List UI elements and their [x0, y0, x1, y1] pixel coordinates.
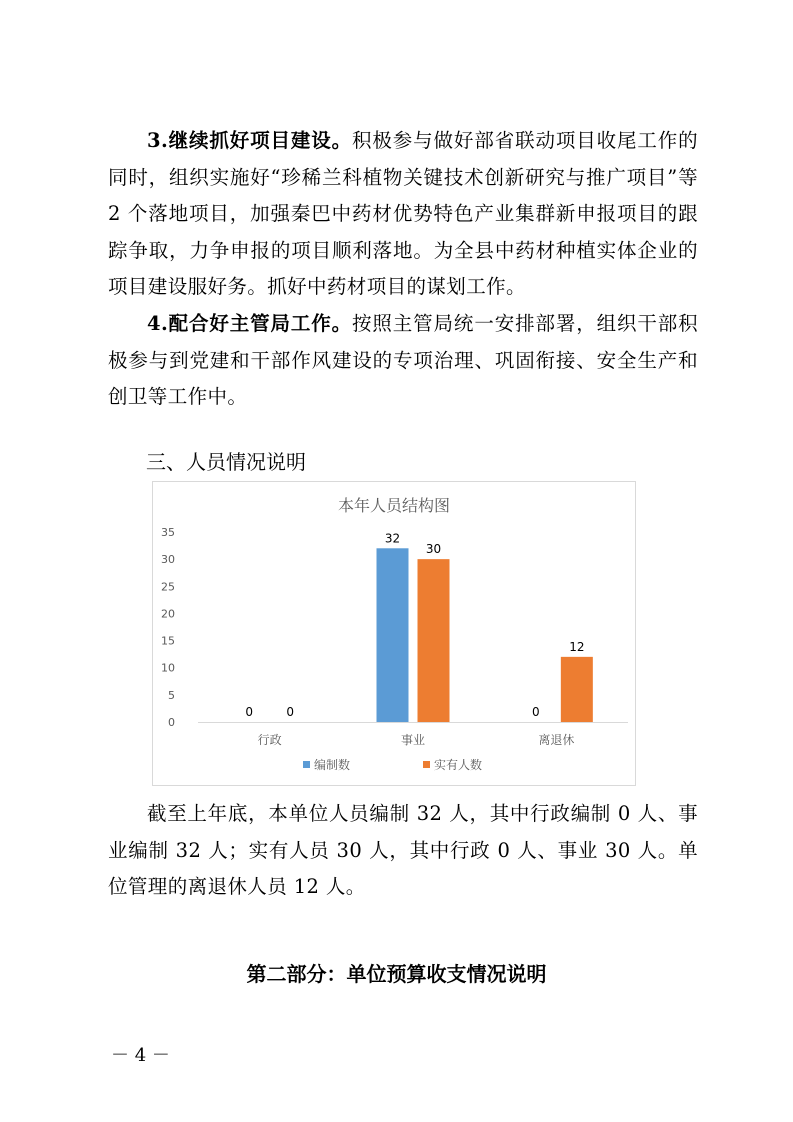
bar-authorized — [377, 548, 409, 722]
bar-actual — [561, 657, 593, 722]
paragraph-body: 截至上年底，本单位人员编制 32 人，其中行政编制 0 人、事业编制 32 人；实有人员 30 人，其中行政 0 人、事业 30 人。单位管理的离退休人员 12 人。 — [108, 802, 698, 898]
x-tick-label: 行政 — [257, 733, 282, 747]
data-label: 12 — [569, 639, 585, 654]
y-tick-label: 20 — [161, 607, 175, 621]
x-tick-label: 事业 — [400, 733, 426, 747]
paragraph-body: 按照主管局统一安排部署，组织干部积极参与到党建和干部作风建设的专项治理、巩固衔接、安全生产和创卫等工作中。 — [108, 312, 698, 408]
legend-swatch — [303, 761, 310, 768]
legend-label: 实有人数 — [434, 758, 483, 772]
part-title: 第二部分：单位预算收支情况说明 — [246, 962, 547, 986]
chart-svg — [153, 482, 635, 785]
data-label: 32 — [384, 531, 401, 546]
legend-label: 编制数 — [314, 758, 351, 772]
paragraph-lead: 3.继续抓好项目建设。 — [147, 129, 353, 152]
paragraph-lead: 4.配合好主管局工作。 — [147, 312, 353, 335]
bars — [245, 531, 592, 722]
y-tick-label: 10 — [161, 661, 175, 675]
data-label: 0 — [532, 705, 540, 719]
y-tick-label: 5 — [168, 688, 175, 702]
staff-structure-chart — [152, 481, 636, 786]
data-label: 0 — [286, 705, 294, 719]
y-tick-label: 0 — [168, 716, 175, 729]
y-tick-label: 15 — [161, 634, 175, 648]
data-label: 0 — [245, 705, 253, 719]
data-label: 30 — [425, 542, 442, 557]
x-axis — [258, 732, 575, 747]
x-tick-label: 离退休 — [538, 733, 575, 747]
paragraph-staff-summary — [108, 796, 698, 906]
section-heading: 三、人员情况说明 — [146, 450, 306, 474]
paragraph-project-construction — [108, 123, 698, 306]
y-tick-label: 30 — [161, 553, 175, 567]
chart-legend — [303, 757, 482, 772]
paragraph-body: 积极参与做好部省联动项目收尾工作的同时，组织实施好“珍稀兰科植物关键技术创新研究与推广项目”等 2 个落地项目，加强秦巴中药材优势特色产业集群新申报项目的跟踪争取，力争申报的项目顺利落地。为全县中药材种植实体企业的项目建设服好务。抓好中药材项目的谋划工作。 — [108, 129, 698, 298]
y-tick-label: 35 — [161, 526, 175, 539]
y-tick-label: 25 — [161, 580, 175, 594]
page-number: － 4 － — [111, 1045, 170, 1066]
y-axis — [161, 526, 175, 729]
paragraph-cooperate-authority — [108, 306, 698, 416]
bar-actual — [418, 559, 450, 722]
legend-swatch — [423, 761, 430, 768]
chart-title: 本年人员结构图 — [337, 496, 451, 515]
